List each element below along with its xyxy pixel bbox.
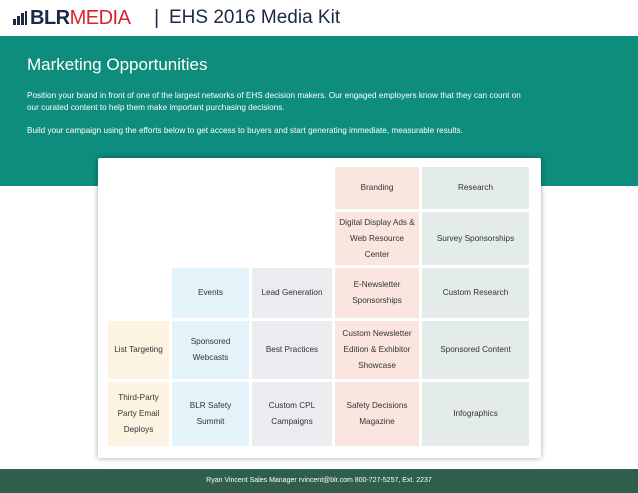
events-item: BLR Safety Summit [172,382,249,446]
branding-item: Safety Decisions Magazine [335,382,419,446]
branding-header: Branding [335,167,419,209]
lead-generation-item: Custom CPL Campaigns [252,382,332,446]
logo-brand: BLR [30,7,70,29]
section-title: Marketing Opportunities [27,55,208,74]
bar-chart-icon [13,11,27,25]
list-targeting-item: Third-Party Party Email Deploys [108,382,169,446]
branding-item: Custom Newsletter Edition & Exhibitor Showcase [335,321,419,379]
research-item: Infographics [422,382,529,446]
lead-generation-header: Lead Generation [252,268,332,318]
events-header: Events [172,268,249,318]
page-title: EHS 2016 Media Kit [169,7,341,28]
intro-paragraph-2: Build your campaign using the efforts below to get access to buyers and start generating immediate, measurable results. [27,126,463,135]
events-item: Sponsored Webcasts [172,321,249,379]
logo [30,6,130,30]
logo-media: MEDIA [69,7,131,29]
contact-info: Ryan Vincent Sales Manager rvincent@blr.com 800-727-5257, Ext. 2237 [206,477,432,484]
intro-paragraph-1: Position your brand in front of one of the largest networks of EHS decision makers. Our engaged employers know that they can count on our curated content to help them make important purchasing decisions. [27,91,521,112]
research-item: Custom Research [422,268,529,318]
branding-item: E-Newsletter Sponsorships [335,268,419,318]
page-header [0,0,638,36]
research-header: Research [422,167,529,209]
header-separator: | [154,7,160,29]
opportunities-grid [98,158,541,458]
research-item: Sponsored Content [422,321,529,379]
lead-generation-item: Best Practices [252,321,332,379]
research-item: Survey Sponsorships [422,212,529,265]
list-targeting-header: List Targeting [108,321,169,379]
branding-item: Digital Display Ads & Web Resource Center [335,212,419,265]
